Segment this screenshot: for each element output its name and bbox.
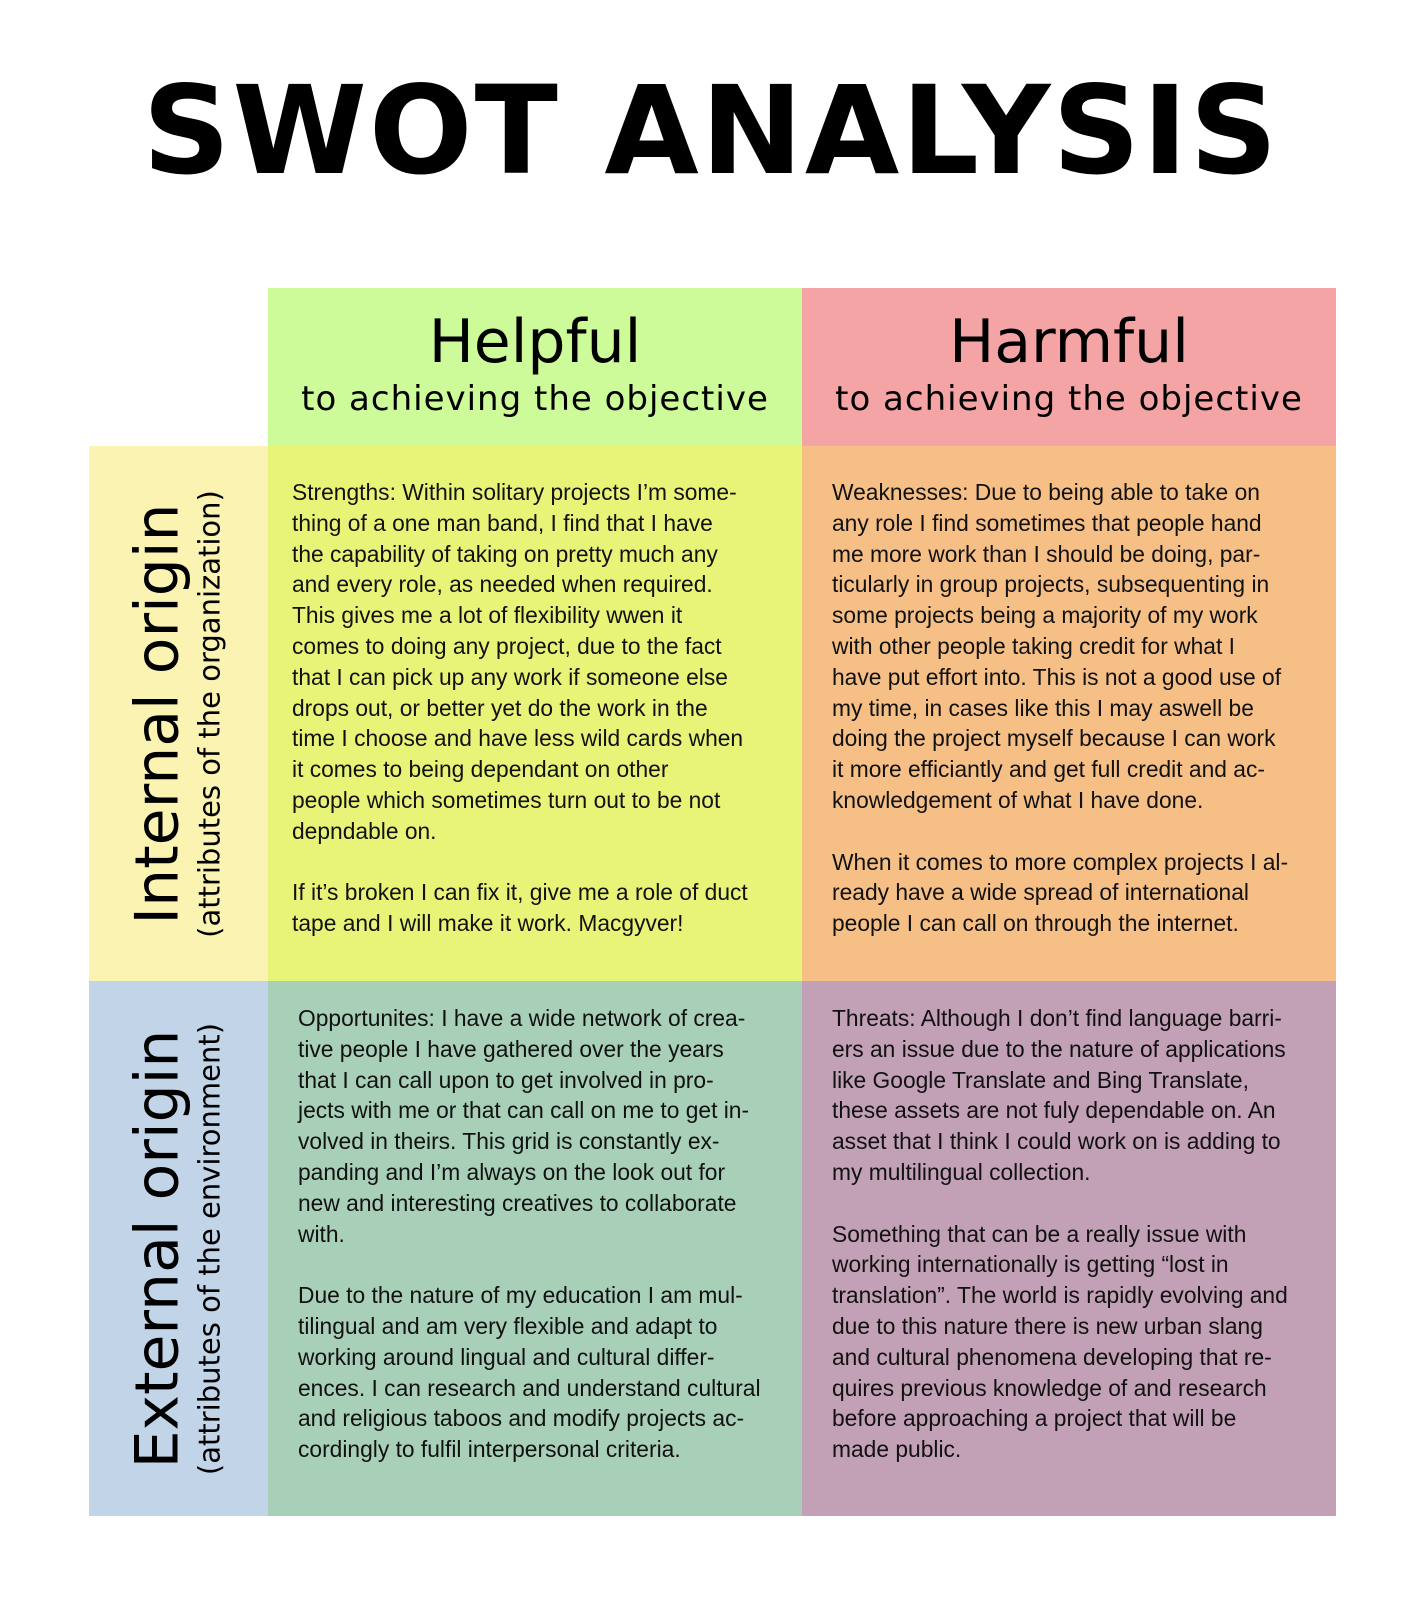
- threats-quadrant: [802, 981, 1336, 1516]
- threats-paragraph: Threats: Although I don’t find language barri- ers an issue due to the nature of applications like Google Translate and Bing Translate, these assets are not fuly dependable on. An asset that I think I could work on is adding to my multilingual collection.: [832, 1005, 1286, 1185]
- helpful-title: Helpful: [428, 307, 642, 377]
- internal-origin-row-header: [89, 446, 268, 981]
- external-origin-subtitle: (attributes of the environment): [192, 1022, 226, 1475]
- external-origin-row-header: [89, 981, 268, 1516]
- internal-origin-title: Internal origin: [122, 502, 192, 925]
- page-title: SWOT ANALYSIS: [142, 60, 1280, 202]
- strengths-paragraph: If it’s broken I can fix it, give me a role of duct tape and I will make it work. Macgyver!: [292, 879, 748, 937]
- external-origin-title: External origin: [122, 1029, 192, 1468]
- harmful-column-header: [802, 288, 1336, 446]
- internal-origin-subtitle: (attributes of the organization): [192, 489, 226, 938]
- weaknesses-paragraph: Weaknesses: Due to being able to take on any role I find sometimes that people hand me more work than I should be doing, par- ticularly in group projects, subsequenting in some projects being a majority of my work with other people taking credit for what I have put effort into. This is not a good use of my time, in cases like this I may aswell be doing the project myself because I can work it more efficiantly and get full credit and ac- knowledgement of what I have done.: [832, 479, 1282, 813]
- strengths-quadrant: [268, 446, 802, 981]
- threats-paragraph: Something that can be a really issue with working internationally is getting “lost in translation”. The world is rapidly evolving and due to this nature there is new urban slang and cultural phenomena developing that re- quires previous knowledge of and research before approaching a project that will be made public.: [832, 1220, 1288, 1463]
- harmful-subtitle: to achieving the objective: [835, 379, 1303, 419]
- opportunities-quadrant: [268, 981, 802, 1516]
- weaknesses-paragraph: When it comes to more complex projects I al- ready have a wide spread of international people I can call on through the internet.: [832, 848, 1289, 937]
- strengths-paragraph: Strengths: Within solitary projects I’m some- thing of a one man band, I find that I have the capability of taking on pretty much any and every role, as needed when required. This gives me a lot of flexibility wwen it comes to doing any project, due to the fact that I can pick up any work if someone else drops out, or better yet do the work in the time I choose and have less wild cards when it comes to being dependant on other people which sometimes turn out to be not depndable on.: [292, 479, 744, 844]
- opportunities-paragraph: Opportunites: I have a wide network of crea- tive people I have gathered over the years that I can call upon to get involved in pro- jects with me or that can call on me to get in- volved in theirs. This grid is constantly ex- panding and I’m always on the look out for new and interesting creatives to collaborate with.: [298, 1005, 750, 1247]
- weaknesses-quadrant: [802, 446, 1336, 981]
- helpful-subtitle: to achieving the objective: [301, 379, 769, 419]
- helpful-column-header: [268, 288, 802, 446]
- opportunities-paragraph: Due to the nature of my education I am mul- tilingual and am very flexible and adapt to working around lingual and cultural differ- ences. I can research and understand cultural and religious taboos and modify projects ac- cordingly to fulfil interpersonal criteria.: [298, 1282, 761, 1463]
- harmful-title: Harmful: [949, 307, 1189, 377]
